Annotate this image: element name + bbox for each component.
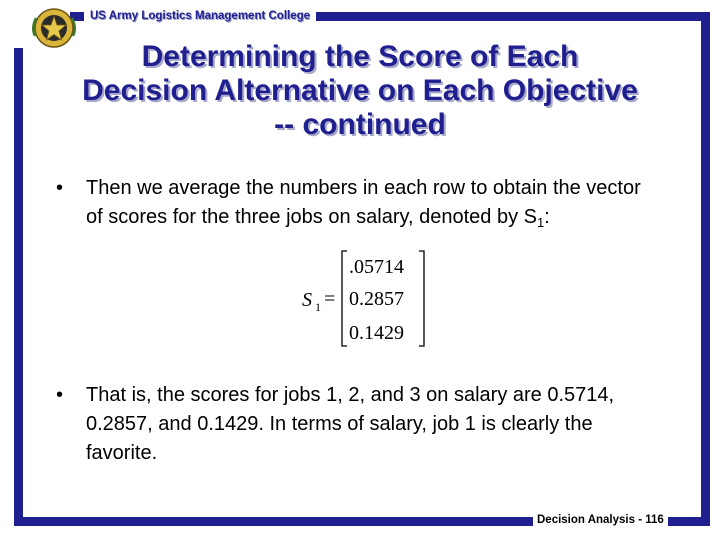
equation-lhs-subscript: 1 — [315, 300, 321, 314]
bullet-text-tail: : — [544, 206, 550, 228]
bullet-text — [86, 174, 656, 237]
bullet-marker: • — [56, 384, 64, 406]
footer-page-label: Decision Analysis - 116 — [533, 512, 668, 528]
left-border-bar — [14, 48, 23, 526]
bullet-marker: • — [56, 177, 64, 199]
slide-title: Determining the Score of Each Decision Alternative on Each Objective -- continued — [82, 40, 638, 141]
right-border-bar — [701, 12, 710, 526]
bullet-item-2 — [56, 381, 656, 468]
vector-entry-1: .05714 — [349, 256, 404, 278]
org-name-label: US Army Logistics Management College — [84, 9, 316, 24]
bullet-item-1 — [56, 174, 656, 237]
bullet-text-main: Then we average the numbers in each row to obtain the vector of scores for the three jobs on salary, denoted by S — [86, 177, 641, 228]
vector-entry-3: 0.1429 — [349, 322, 404, 344]
vector-entry-2: 0.2857 — [349, 288, 404, 310]
right-bracket — [419, 251, 424, 346]
bullet-text: That is, the scores for jobs 1, 2, and 3 on salary are 0.5714, 0.2857, and 0.1429. In terms of salary, job 1 is clearly the favorite. — [86, 384, 615, 464]
left-bracket — [342, 251, 347, 346]
army-star-emblem-icon — [30, 6, 78, 50]
bullet-subscript: 1 — [537, 215, 545, 230]
equation-equals: = — [324, 288, 336, 310]
equation-lhs-symbol: S — [302, 289, 312, 311]
score-vector-equation — [296, 246, 446, 356]
